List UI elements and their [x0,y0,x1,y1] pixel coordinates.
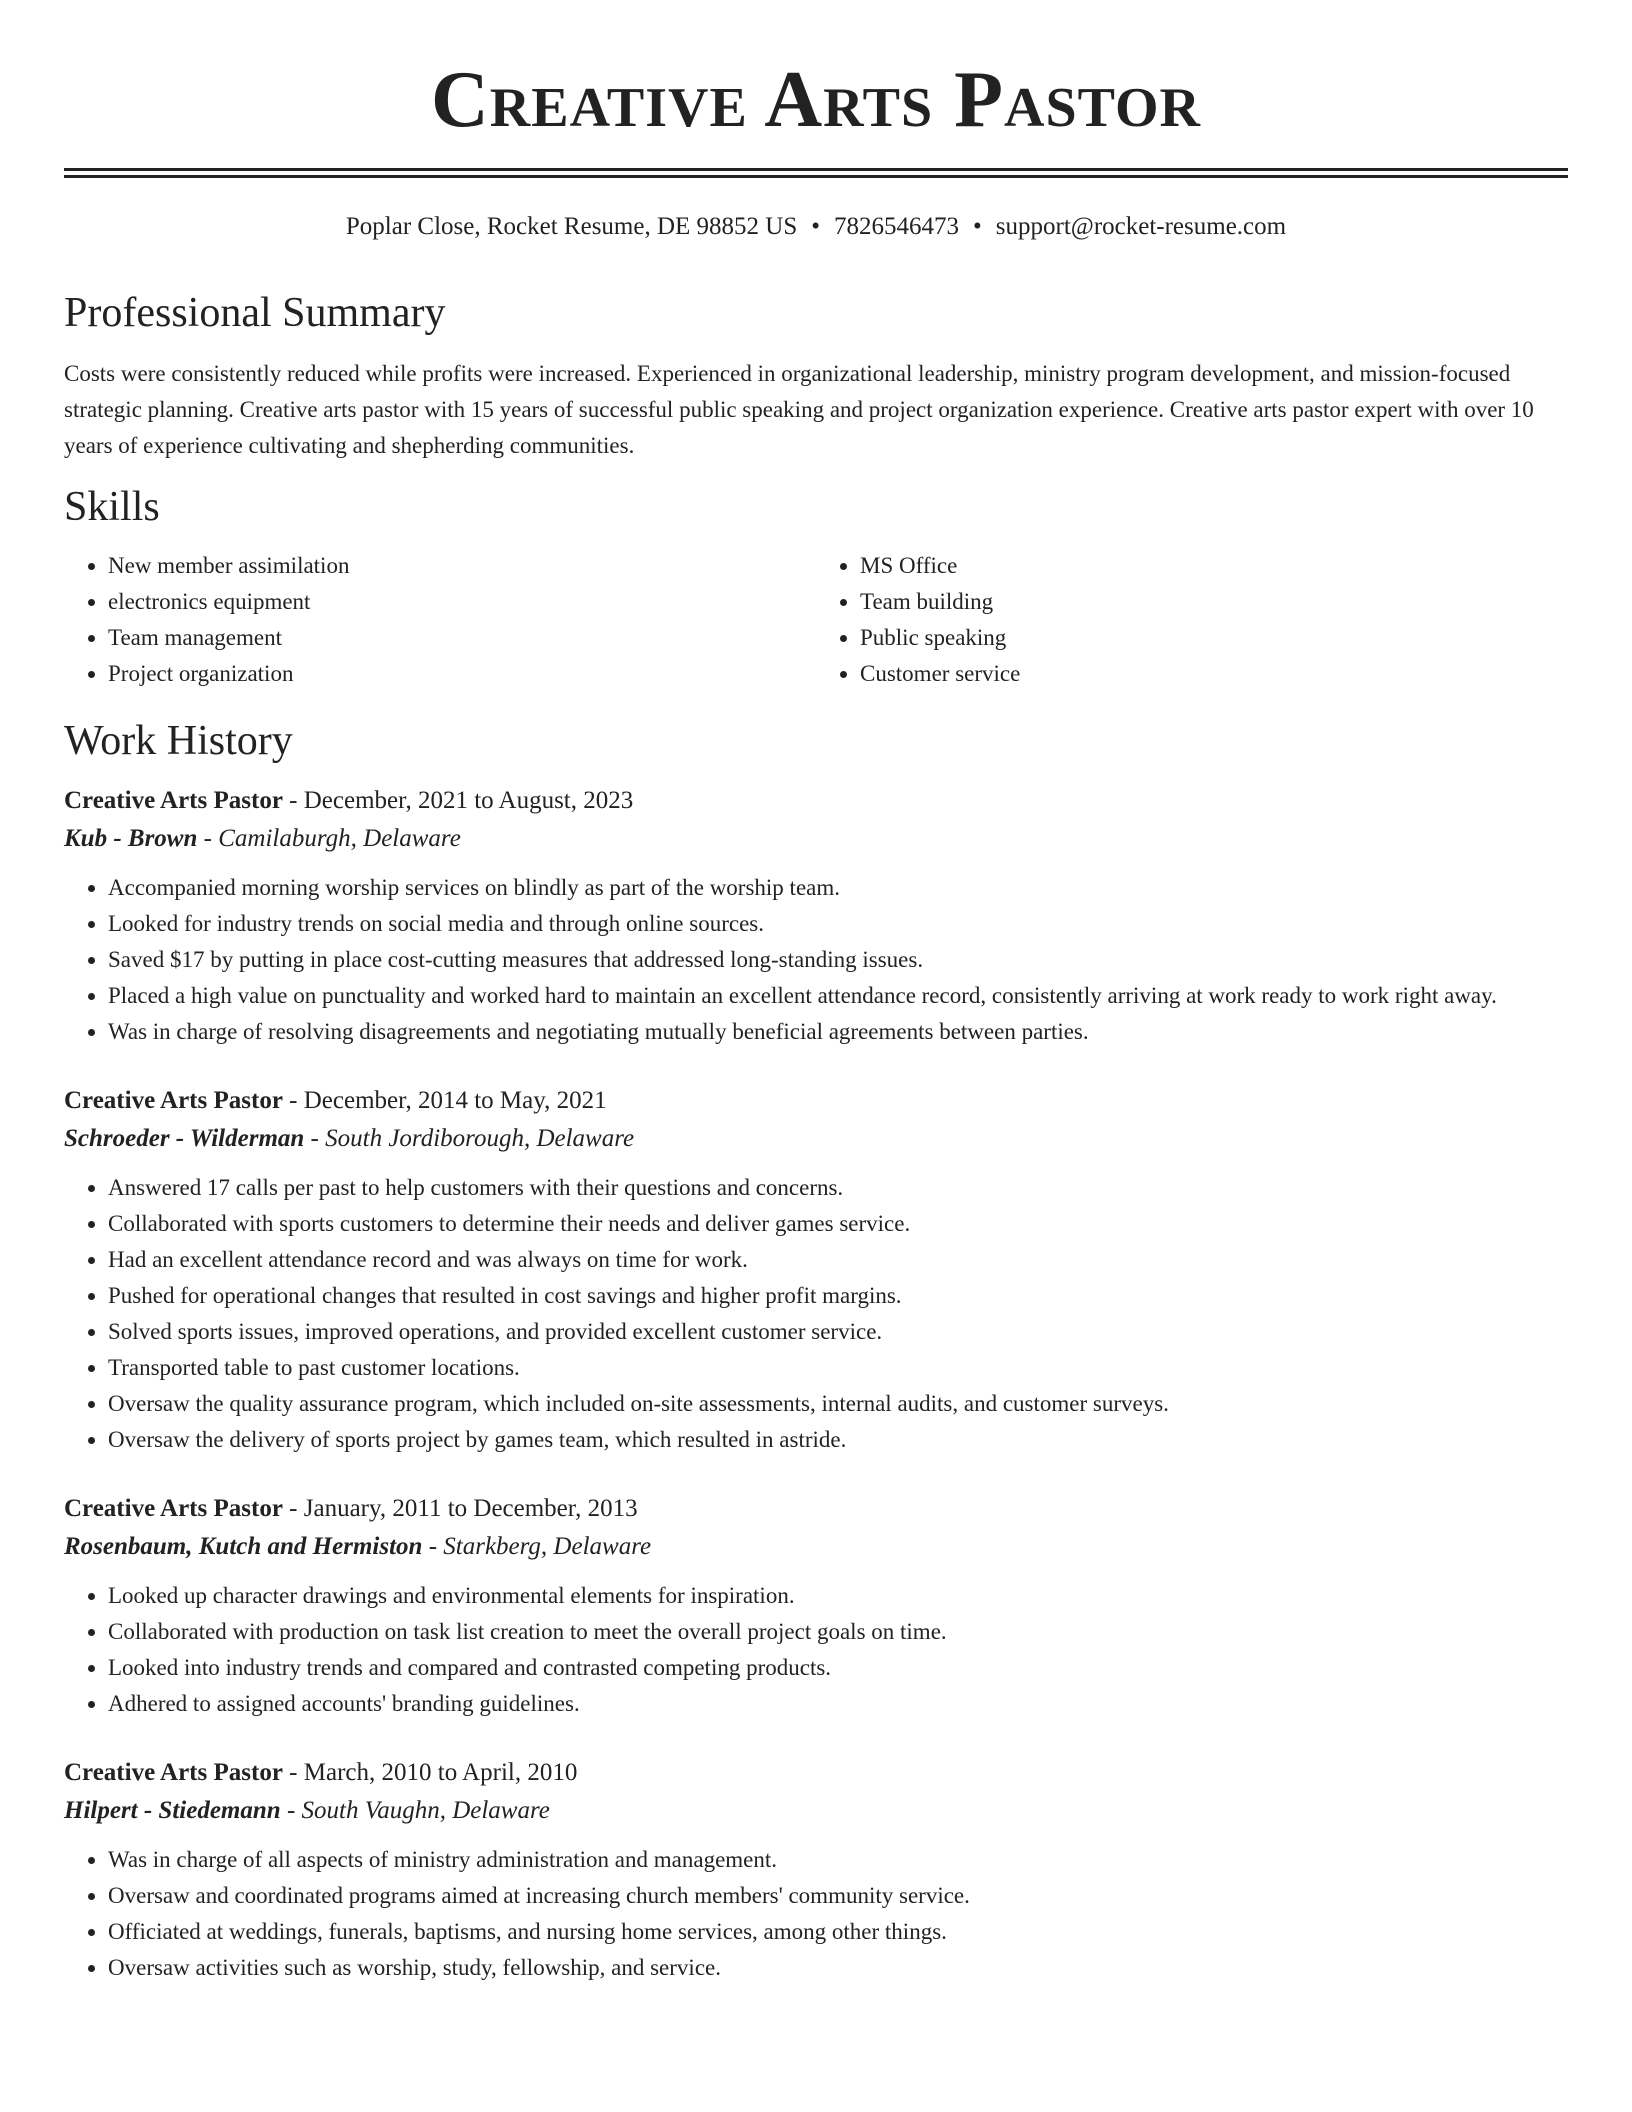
job-duty: • Oversaw the delivery of sports project by games team, which resulted in astride. [108,1422,1568,1458]
contact-line [64,212,1568,242]
contact-separator: • [973,213,982,240]
job-duty: • Oversaw and coordinated programs aimed at increasing church members' community service. [108,1878,1568,1914]
job-duty: • Solved sports issues, improved operations, and provided excellent customer service. [108,1314,1568,1350]
header-double-rule [64,168,1568,178]
job-entry [64,1754,1568,1986]
job-location: - South Jordiborough, Delaware [304,1125,635,1152]
job-employer [64,1528,1568,1566]
summary-text: Costs were consistently reduced while profits were increased. Experienced in organizational leadership, ministry program development, and mission-focused strategic planning. Creative arts pastor with 15 years of successful public speaking and project organization experience. Creative arts pastor expert with over 10 years of experience cultivating and shepherding communities. [64,361,1534,458]
job-title: Creative Arts Pastor [64,787,283,814]
job-employer [64,820,1568,858]
job-duties [64,870,1568,1050]
skills-column-right [816,548,1568,692]
job-header [64,1082,1568,1120]
job-company: Schroeder - Wilderman [64,1125,305,1152]
job-duty: • Looked up character drawings and environmental elements for inspiration. [108,1578,1568,1614]
job-title: Creative Arts Pastor [64,1759,283,1786]
job-duty: • Transported table to past customer locations. [108,1350,1568,1386]
job-dates: - December, 2021 to August, 2023 [282,787,634,814]
skill-item: • New member assimilation [108,548,816,584]
job-duty: • Was in charge of resolving disagreements and negotiating mutually beneficial agreements between parties. [108,1014,1568,1050]
job-title: Creative Arts Pastor [64,1495,283,1522]
job-company: Hilpert - Stiedemann [64,1797,281,1824]
job-location: - Starkberg, Delaware [422,1533,652,1560]
skill-item: • Team building [860,584,1568,620]
job-entry [64,782,1568,1050]
skill-item: • Public speaking [860,620,1568,656]
job-entry [64,1490,1568,1722]
job-duty: • Officiated at weddings, funerals, baptisms, and nursing home services, among other things. [108,1914,1568,1950]
job-dates: - January, 2011 to December, 2013 [282,1495,638,1522]
job-duties [64,1170,1568,1458]
job-duty: • Looked for industry trends on social media and through online sources. [108,906,1568,942]
job-duty: • Saved $17 by putting in place cost-cutting measures that addressed long-standing issues. [108,942,1568,978]
job-header [64,782,1568,820]
job-duty: • Adhered to assigned accounts' branding guidelines. [108,1686,1568,1722]
skill-item: • Project organization [108,656,816,692]
job-location: - Camilaburgh, Delaware [197,825,461,852]
job-duty: • Pushed for operational changes that resulted in cost savings and higher profit margins. [108,1278,1568,1314]
work-history-heading: Work History [64,718,293,764]
job-dates: - March, 2010 to April, 2010 [282,1759,578,1786]
job-duty: • Placed a high value on punctuality and worked hard to maintain an excellent attendance record, consistently arriving at work ready to work right away. [108,978,1568,1014]
job-duty: • Oversaw activities such as worship, study, fellowship, and service. [108,1950,1568,1986]
job-duty: • Looked into industry trends and compared and contrasted competing products. [108,1650,1568,1686]
skills-heading: Skills [64,484,160,530]
job-duty: • Had an excellent attendance record and was always on time for work. [108,1242,1568,1278]
job-company: Kub - Brown [64,825,198,852]
resume-name: Creative Arts Pastor [431,56,1201,144]
job-duty: • Collaborated with sports customers to determine their needs and deliver games service. [108,1206,1568,1242]
job-duty: • Was in charge of all aspects of ministry administration and management. [108,1842,1568,1878]
job-employer [64,1792,1568,1830]
job-entry [64,1082,1568,1458]
job-location: - South Vaughn, Delaware [280,1797,550,1824]
job-duties [64,1842,1568,1986]
skill-item: • Customer service [860,656,1568,692]
job-duty: • Oversaw the quality assurance program, which included on-site assessments, internal audits, and customer surveys. [108,1386,1568,1422]
job-header [64,1490,1568,1528]
contact-separator: • [811,213,821,240]
contact-address: Poplar Close, Rocket Resume, DE 98852 US [345,213,798,240]
skills-column-left [64,548,816,692]
contact-email: support@rocket-resume.com [995,213,1287,240]
job-duties [64,1578,1568,1722]
job-company: Rosenbaum, Kutch and Hermiston [64,1533,423,1560]
skill-item: • electronics equipment [108,584,816,620]
job-header [64,1754,1568,1792]
skill-item: • MS Office [860,548,1568,584]
skills-list [64,548,1568,692]
skill-item: • Team management [108,620,816,656]
contact-phone: 7826546473 [834,213,960,240]
job-title: Creative Arts Pastor [64,1087,283,1114]
job-duty: • Accompanied morning worship services on blindly as part of the worship team. [108,870,1568,906]
job-dates: - December, 2014 to May, 2021 [282,1087,607,1114]
summary-heading: Professional Summary [64,290,446,336]
job-employer [64,1120,1568,1158]
job-duty: • Answered 17 calls per past to help customers with their questions and concerns. [108,1170,1568,1206]
job-duty: • Collaborated with production on task list creation to meet the overall project goals on time. [108,1614,1568,1650]
